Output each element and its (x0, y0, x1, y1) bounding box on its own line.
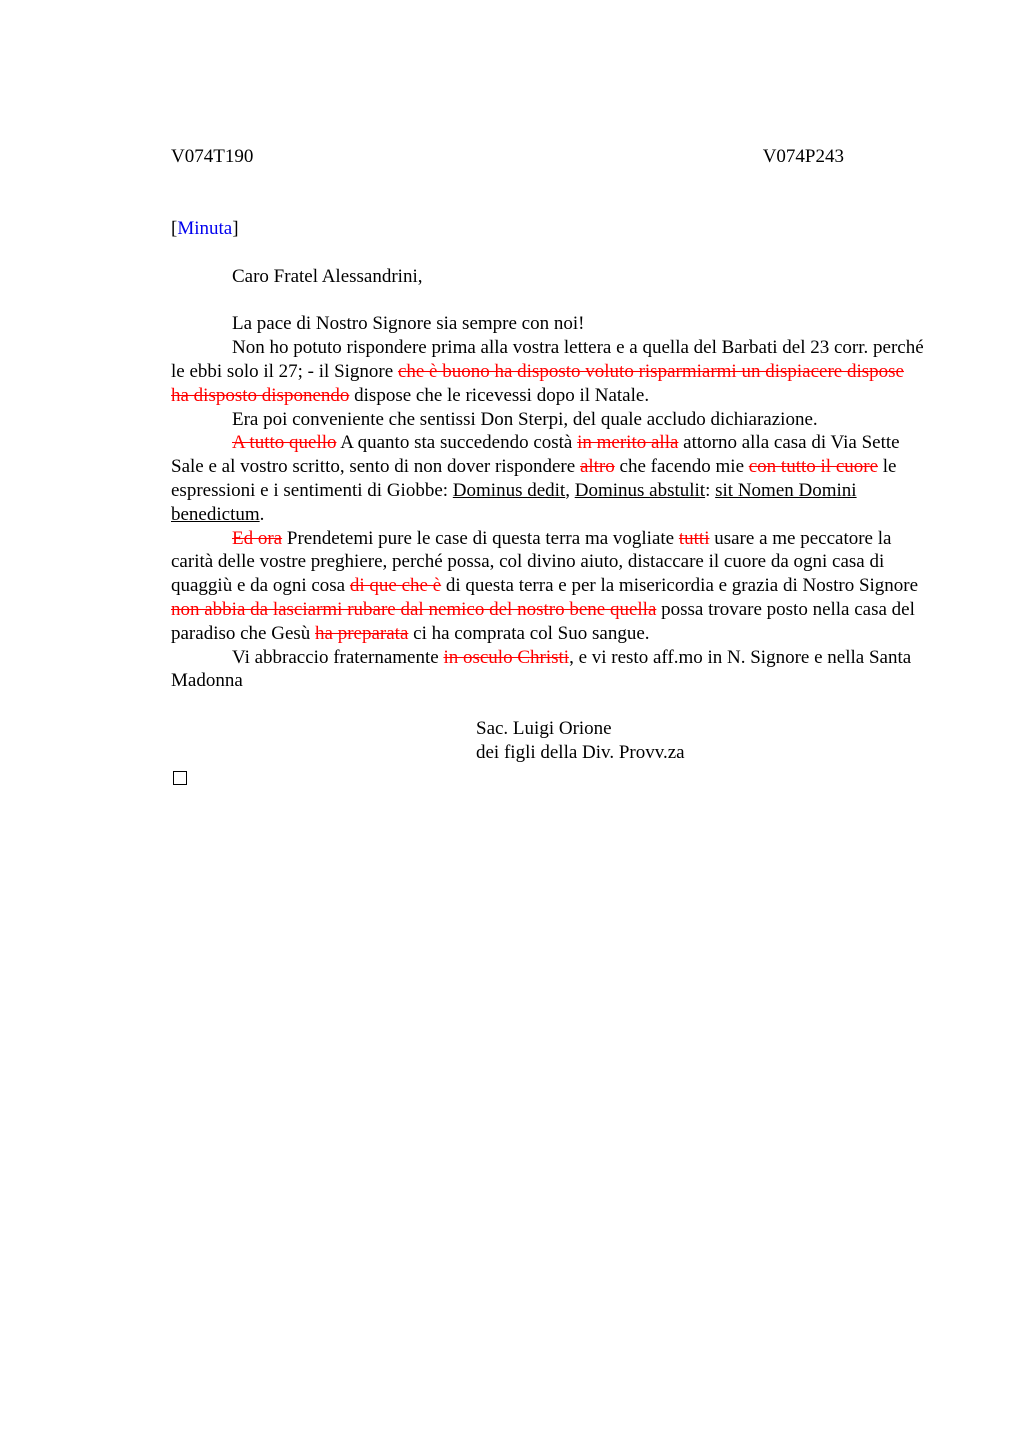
signature-title: dei figli della Div. Provv.za (476, 741, 685, 763)
end-square-icon (173, 771, 187, 785)
deleted-text: A tutto quello (232, 432, 337, 454)
deleted-text: che è buono ha disposto voluto risparmiarmi un dispiacere dispose ha disposto disponendo (171, 360, 904, 406)
greeting: La pace di Nostro Signore sia sempre con noi! (232, 313, 585, 335)
deleted-text: in osculo Christi (443, 646, 570, 668)
deleted-text: di que che è (349, 575, 442, 597)
deleted-text: con tutto il cuore (748, 456, 879, 478)
draft-label: [Minuta] (171, 217, 239, 239)
deleted-text: tutti (678, 527, 710, 549)
letter-page (171, 145, 925, 792)
paragraph-2: Era poi conveniente che sentissi Don Sterpi, del quale accludo dichiarazione. (232, 408, 818, 430)
left-id: V074T190 (171, 146, 254, 167)
latin-quote: Dominus dedit (452, 479, 566, 501)
paragraph-1: Non ho potuto rispondere prima alla vostra lettera e a quella del Barbati del 23 corr. perché le ebbi solo il 27; - il Signore che è buono ha disposto voluto risparmiarmi un dispiacere dispose ha disposto disponendo dispose che le ricevessi dopo il Natale. (171, 337, 924, 406)
paragraph-4: Ed ora Prendetemi pure le case di questa terra ma vogliate tutti usare a me peccatore la carità delle vostre preghiere, perché possa, col divino aiuto, distaccare il cuore da ogni casa di quaggiù e da ogni cosa di que che è di questa terra e per la misericordia e grazia di Nostro Signore non abbia da lasciarmi rubare dal nemico del nostro bene quella possa trovare posto nella casa del paradiso che Gesù ha preparata ci ha comprata col Suo sangue. (171, 527, 919, 644)
signature-name: Sac. Luigi Orione (476, 718, 612, 740)
paragraph-5: Vi abbraccio fraternamente in osculo Christi, e vi resto aff.mo in N. Signore e nella Santa Madonna (171, 646, 912, 692)
deleted-text: ha preparata (315, 622, 409, 644)
draft-label-text: Minuta (177, 217, 233, 239)
document-ids (171, 145, 925, 169)
deleted-text: in merito alla (577, 432, 679, 454)
salutation: Caro Fratel Alessandrini, (232, 265, 423, 287)
right-id: V074P243 (762, 146, 844, 167)
deleted-text: altro (579, 456, 615, 478)
latin-quote: Dominus abstulit (574, 479, 706, 501)
deleted-text: non abbia da lasciarmi rubare dal nemico del nostro bene quella (171, 598, 657, 620)
deleted-text: Ed ora (232, 527, 283, 549)
paragraph-3: A tutto quello A quanto sta succedendo costà in merito alla attorno alla casa di Via Sette Sale e al vostro scritto, sento di non dover rispondere altro che facendo mie con tutto il cuore le espressioni e i sentimenti di Giobbe: Dominus dedit, Dominus abstulit: sit Nomen Domini benedictum. (171, 432, 900, 525)
latin-quote: sit Nomen Domini benedictum (171, 479, 857, 525)
